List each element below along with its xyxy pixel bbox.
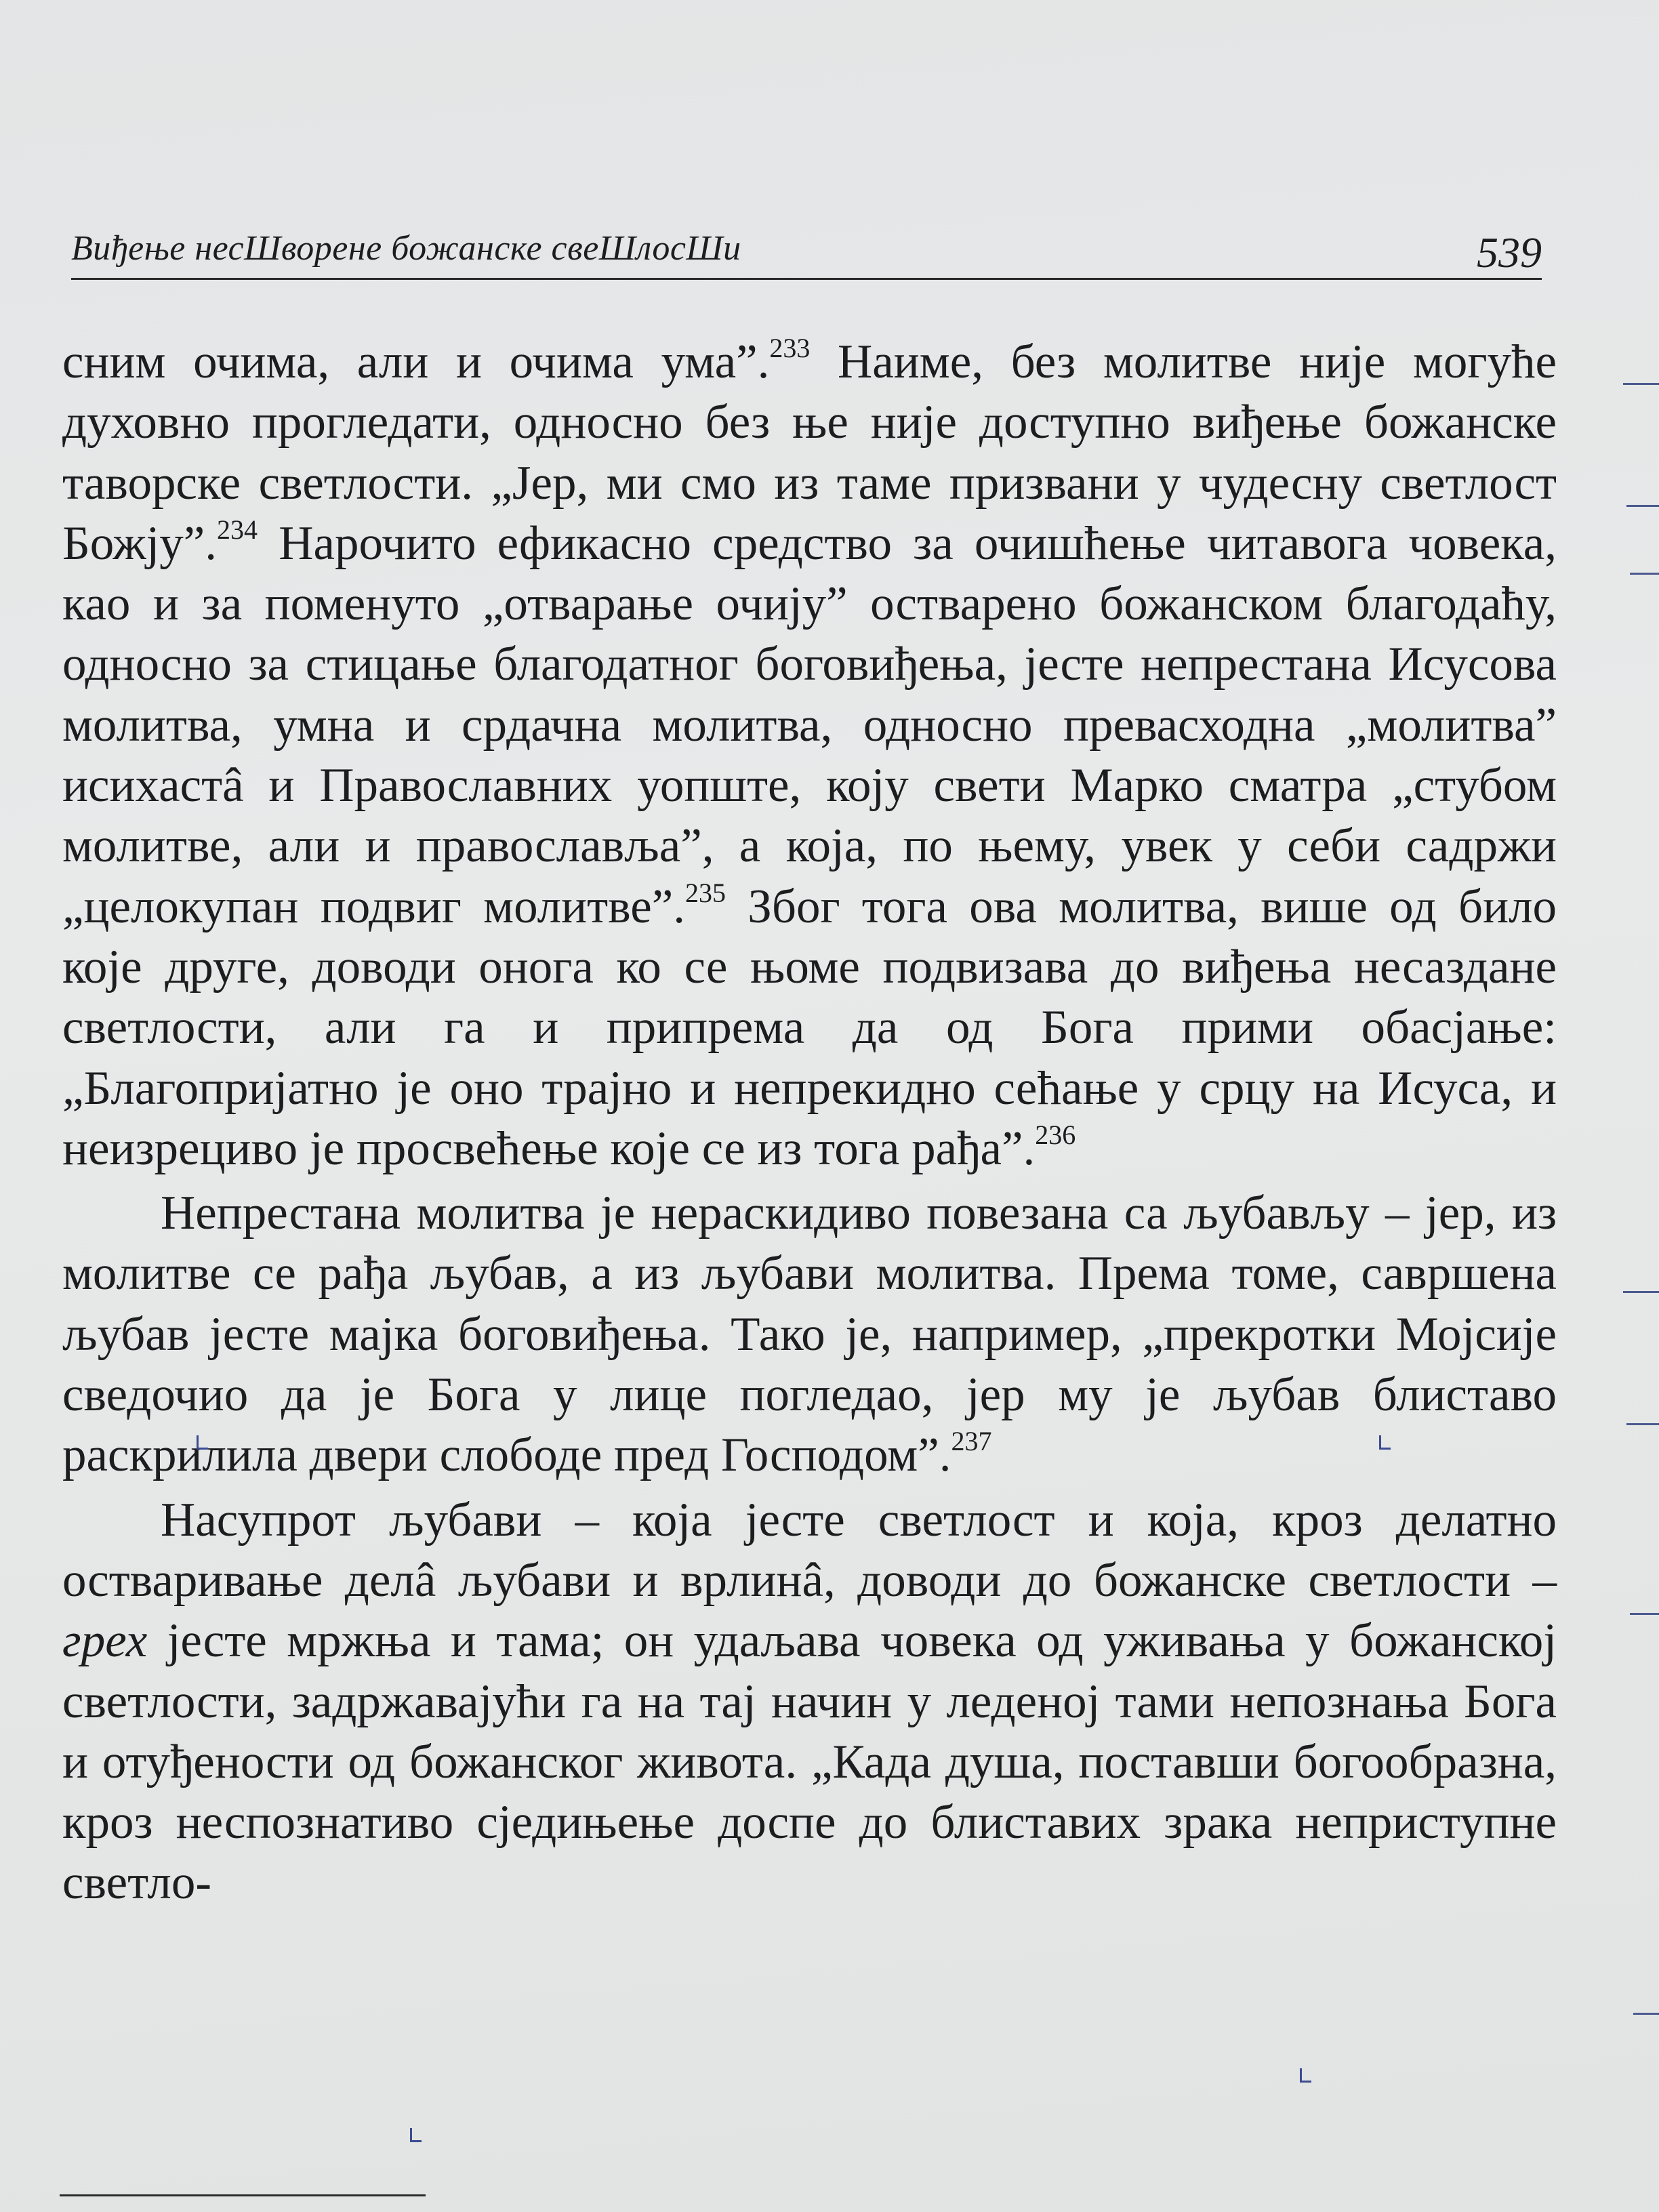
text-run: Непрестана молитва је нераскидиво повезана са љубављу – јер, из молитве се рађа љубав, а из љубави молитва. Према томе, савршена љубав јесте мајка боговиђења. Тако је, например, „прекротки Мојсије сведочио да је Бога у лице погледао, јер му је љубав блиставо раскрилила двери слободе пред Господом”. [62,1187,1557,1482]
margin-pen-mark [1630,1613,1659,1615]
footnote-reference: 237 [951,1426,992,1457]
footnote-reference: 233 [769,333,811,363]
pen-tick-mark [410,2128,422,2142]
body-paragraph [62,1183,1557,1486]
text-run: Наиме, без молитве није могуће духовно прогледати, односно без ње није доступно виђење божанске таворске светлости. „Јер, ми смо из таме призвани у чудесну светлост Божју”. [62,335,1557,570]
margin-pen-mark [1623,383,1659,385]
page-number: 539 [1477,228,1542,276]
pen-tick-mark [1300,2068,1311,2083]
margin-pen-mark [1623,1291,1659,1293]
text-run: Због тога ова молитва, више од било које друге, доводи онога ко се њоме подвизава до виђења несаздане светлости, али га и припрема да од Бога прими обасјање: „Благопријатно је оно трајно и непрекидно сећање у срцу на Исуса, и неизрециво је просвећење које се из тога рађа”. [62,880,1557,1175]
footnote-reference: 236 [1035,1119,1076,1150]
running-header [71,217,1542,280]
text-run: Насупрот љубави – која јесте светлост и која, кроз делатно остваривање делâ љубави и врлинâ, доводи до божанске светлости – [62,1493,1557,1607]
running-title: Виђење несШворене божанске свеШлосШи [71,229,741,268]
footnote-reference: 234 [217,514,258,545]
pen-tick-mark [1379,1435,1391,1450]
text-run: јесте мржња и тама; он удаљава човека од уживања у божанској светлости, задржавајући га на тај начин у леденој тами непознања Бога и отуђености од божанског живота. „Када душа, поставши богообразна, кроз неспознативо сједињење доспе до блиставих зрака неприступне светло- [62,1614,1557,1910]
margin-pen-mark [1626,505,1659,507]
body-paragraph [62,332,1557,1179]
margin-pen-mark [1633,2013,1659,2015]
text-run: сним очима, али и очима ума”. [62,335,770,388]
footnote-reference: 235 [685,877,726,908]
margin-pen-mark [1630,573,1659,575]
body-paragraph [62,1490,1557,1914]
emphasized-term: грех [62,1614,148,1668]
footnote-separator [60,2194,426,2196]
text-run: Нарочито ефикасно средство за очишћење читавога човека, као и за поменуто „отварање очију” остварено божанском благодаћу, односно за стицање благодатног боговиђења, јесте непрестана Исусова молитва, умна и срдачна молитва, односно превасходна „молитва” исихастâ и Православних уопште, коју свети Марко сматра „стубом молитве, али и православља”, а која, по њему, увек у себи садржи „целокупан подвиг молитве”. [62,516,1557,933]
pen-tick-mark [197,1435,208,1450]
margin-pen-mark [1626,1423,1659,1425]
body-text [62,332,1557,1914]
